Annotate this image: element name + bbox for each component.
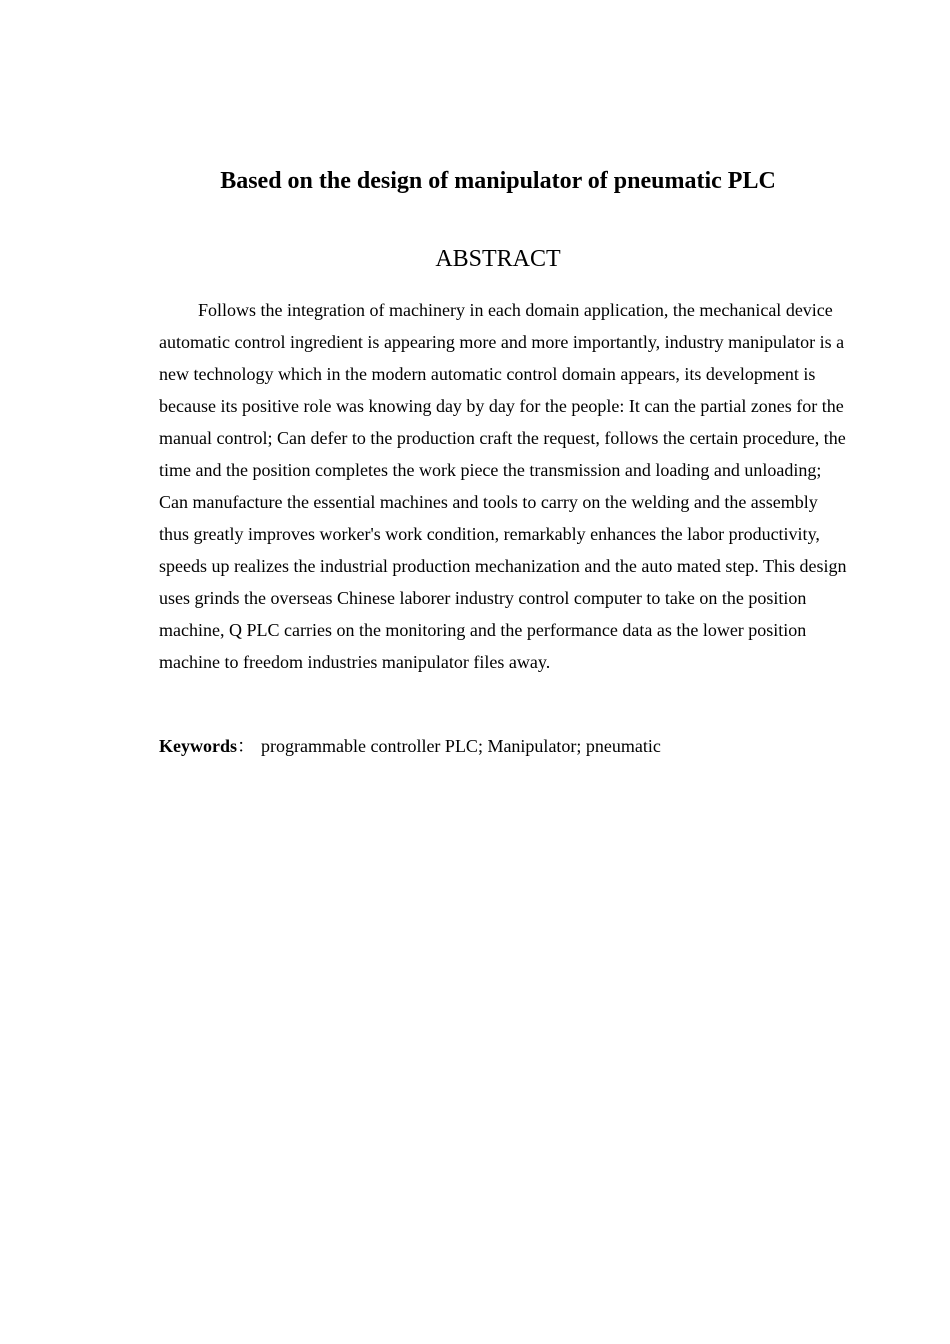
keywords-text: programmable controller PLC; Manipulator; pneumatic — [261, 736, 661, 756]
keywords-line — [159, 730, 849, 762]
abstract-heading: ABSTRACT — [435, 246, 561, 272]
keywords-separator: ： — [237, 736, 255, 756]
keywords-label: Keywords — [159, 736, 237, 756]
paper-title: Based on the design of manipulator of pneumatic PLC — [220, 168, 776, 194]
abstract-paragraph: Follows the integration of machinery in each domain application, the mechanical device automatic control ingredient is appearing more and more importantly, industry manipulator is a new technology which in the modern automatic control domain appears, its development is because its positive role was knowing day by day for the people: It can the partial zones for the manual control; Can defer to the production craft the request, follows the certain procedure, the time and the position completes the work piece the transmission and loading and unloading; Can manufacture the essential machines and tools to carry on the welding and the assembly thus greatly improves worker's work condition, remarkably enhances the labor productivity, speeds up realizes the industrial production mechanization and the auto mated step. This design uses grinds the overseas Chinese laborer industry control computer to take on the position machine, Q PLC carries on the monitoring and the performance data as the lower position machine to freedom industries manipulator files away. — [159, 300, 847, 672]
